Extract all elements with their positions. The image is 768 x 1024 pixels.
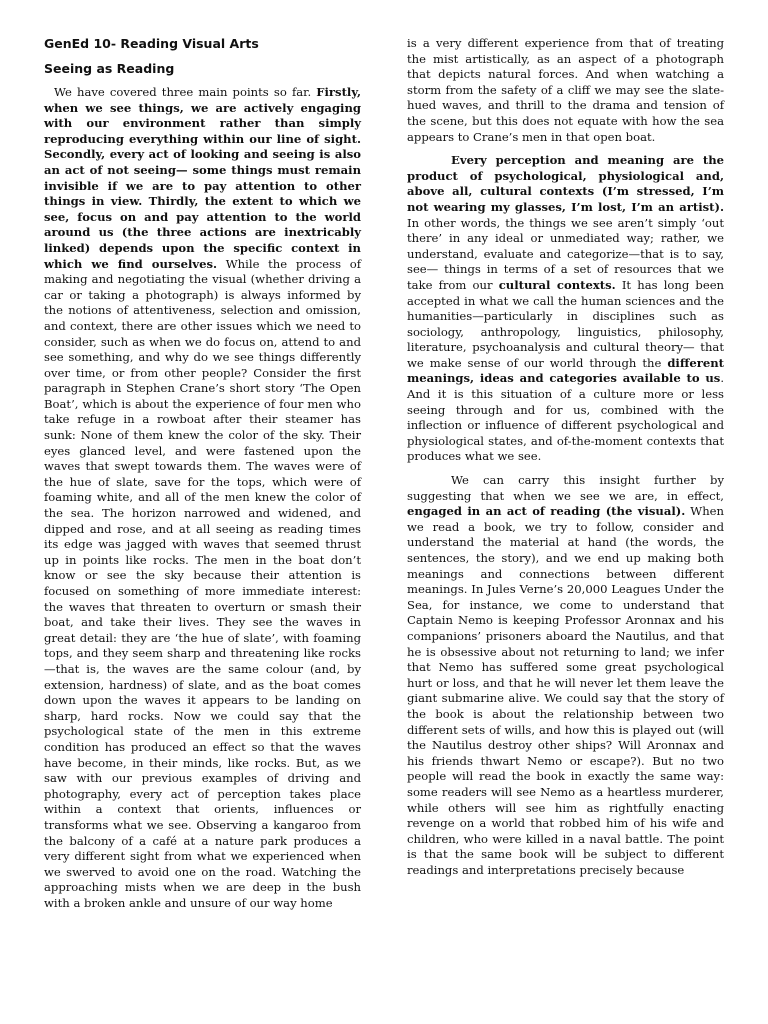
paragraph-text: . And it is this situation of a culture more or less seeing through and for us, combined with the inflection or influence of different psychological and physiological states, and of-the-moment contexts that produces what we see. [407, 371, 724, 464]
bold-different-meanings: different meanings, ideas and categories available to us [407, 355, 724, 386]
paragraph-right-3 [407, 473, 724, 878]
paragraph-bold-points: Firstly, when we see things, we are actively engaging with our environment rather than simply reproducing everything within our line of sight. Secondly, every act of looking and seeing is also an act of not seeing— some things must remain invisible if we are to pay attention to other things in view. Thirdly, the extent to which we see, focus on and pay attention to the world around us (the three actions are inextricably linked) depends upon the specific context in which we find ourselves. [44, 85, 361, 271]
paragraph-text: When we read a book, we try to follow, consider and understand the material at hand (the words, the sentences, the story), and we end up making both meanings and connections between different meanings. In Jules Verne’s 20,000 Leagues Under the Sea, for instance, we come to understand that Captain Nemo is keeping Professor Aronnax and his companions’ prisoners aboard the Nautilus, and that he is obsessive about not returning to land; we infer that Nemo has suffered some great psychological hurt or loss, and that he will never let them leave the giant submarine alive. We could say that the story of the book is about the relationship between two different sets of wills, and how this is played out (will the Nautilus destroy other ships? Will Aronnax and his friends thwart Nemo or escape?). But no two people will read the book in exactly the same way: some readers will see Nemo as a heartless murderer, while others will see him as rightfully enacting revenge on a world that robbed him of his wife and children, who were killed in a naval battle. The point is that the same book will be subject to different readings and interpretations precisely because [407, 504, 725, 877]
right-column [407, 36, 724, 994]
paragraph-body: While the process of making and negotiating the visual (whether driving a car or taking a photograph) is always informed by the notions of attentiveness, selection and omission, and context, there are other issues which we need to consider, such as when we do focus on, attend to and see something, and why do we see things differently over time, or from other people? Consider the first paragraph in Stephen Crane’s short story ‘The Open Boat’, which is about the experience of four men who take refuge in a rowboat after their steamer has sunk: None of them knew the color of the sky. Their eyes glanced level, and were fastened upon the waves that swept towards them. The waves were of the hue of slate, save for the tops, which were of foaming white, and all of the men knew the color of the sea. The horizon narrowed and widened, and dipped and rose, and at all seeing as reading times its edge was jagged with waves that seemed thrust up in points like rocks. The men in the boat don’t know or see the sky because their attention is focused on something of more immediate interest: the waves that threaten to overturn or smash their boat, and take their lives. They see the waves in great detail: they are ‘the hue of slate’, with foaming tops, and they seem sharp and threatening like rocks—that is, the waves are the same colour (and, by extension, hardness) of slate, and as the boat comes down upon the waves it appears to be landing on sharp, hard rocks. Now we could say that the psychological state of the men in this extreme condition has produced an effect so that the waves have become, in their minds, like rocks. But, as we saw with our previous examples of driving and photography, every act of perception takes place within a context that orients, influences or transforms what we see. Observing a kangaroo from the balcony of a café at a nature park produces a very different sight from what we experienced when we swerved to avoid one on the road. Watching the approaching mists when we are deep in the bush with a broken ankle and unsure of our way home [44, 256, 361, 910]
paragraph-text: In other words, the things we see aren’t simply ‘out there’ in any ideal or unmediated way; rather, we understand, evaluate and categorize—that is to say, see— things in terms of a set of resources that we take from our [407, 215, 724, 292]
bold-cultural-contexts: cultural contexts. [498, 277, 616, 292]
paragraph-lead: We have covered three main points so far. [54, 85, 312, 99]
paragraph-right-1: is a very different experience from that of treating the mist artistically, as an aspect of a photograph that depicts natural forces. And when watching a storm from the safety of a cliff we may see the slate-hued waves, and thrill to the drama and tension of the scene, but this does not equate with how the sea appears to Crane’s men in that open boat. [407, 36, 724, 144]
paragraph-text: We can carry this insight further by suggesting that when we see we are, in effect, [407, 473, 724, 503]
bold-act-of-reading: engaged in an act of reading (the visual). [407, 504, 686, 519]
document-title: GenEd 10- Reading Visual Arts [44, 36, 259, 51]
paragraph-text: It has long been accepted in what we call the human sciences and the humanities—particularly in disciplines such as sociology, anthropology, linguistics, philosophy, literature, psychoanalysis and cultural theory— that we make sense of our world through the [407, 277, 725, 370]
left-column [44, 36, 361, 994]
paragraph-right-2 [407, 153, 724, 465]
section-heading: Seeing as Reading [44, 61, 175, 76]
paragraph-left-1 [44, 85, 361, 911]
bold-statement-contexts: Every perception and meaning are the product of psychological, physiological and, above all, cultural contexts (I’m stressed, I’m not wearing my glasses, I’m lost, I’m an artist). [407, 153, 724, 214]
